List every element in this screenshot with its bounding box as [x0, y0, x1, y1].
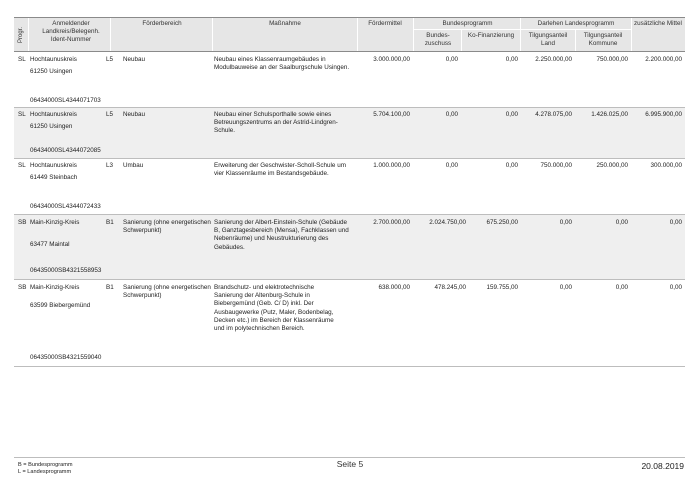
row-foerdermittel: 2.700.000,00: [373, 219, 410, 226]
header-foerdermittel: Fördermittel: [368, 20, 402, 27]
row-tilgung-land: 4.278.075,00: [535, 111, 572, 118]
header-kofinanzierung: Ko-Finanzierung: [467, 32, 515, 39]
row-prog: SL: [18, 111, 26, 118]
legend: [18, 462, 73, 476]
table-row: [14, 280, 685, 367]
row-landkreis: Hochtaunuskreis: [30, 56, 77, 63]
row-tilgung-kommune: 0,00: [615, 284, 628, 291]
row-massnahme: Sanierung der Albert-Einstein-Schule (Gebäude B, Ganztagesbereich (Mensa), Fachklassen und Nebenräume) und Neustrukturierung des Gebäudes.: [214, 219, 349, 251]
row-tilgung-land: 2.250.000,00: [535, 56, 572, 63]
row-ort: 61449 Steinbach: [30, 174, 78, 181]
row-bundeszuschuss: 0,00: [445, 111, 458, 118]
row-ort: 61250 Usingen: [30, 68, 73, 75]
row-bereich: Sanierung (ohne energetischen Schwerpunkt): [123, 219, 211, 235]
row-bundeszuschuss: 478.245,00: [434, 284, 466, 291]
row-ident: 06434000SL4344072085: [30, 147, 101, 154]
header-anmeldender: Anmeldender: [52, 20, 90, 27]
row-ort: 61250 Usingen: [30, 123, 73, 130]
table-row: [14, 108, 685, 159]
row-tilgung-kommune: 0,00: [615, 219, 628, 226]
row-bundeszuschuss: 0,00: [445, 162, 458, 169]
row-massnahme: Neubau eines Klassenraumgebäudes in Modulbauweise an der Saalburgschule Usingen.: [214, 56, 350, 72]
header-foerderbereich: Förderbereich: [142, 20, 182, 27]
header-massnahme: Maßnahme: [269, 20, 301, 27]
header-prog-label: Progr.: [18, 26, 25, 43]
row-prog: SB: [18, 284, 27, 291]
row-kofinanzierung: 675.250,00: [486, 219, 518, 226]
row-foerdermittel: 1.000.000,00: [373, 162, 410, 169]
row-zusaetzliche: 0,00: [669, 219, 682, 226]
legend-bundesprogramm: B = Bundesprogramm: [18, 462, 73, 468]
funding-table: [14, 17, 685, 367]
row-ident: 06435000SB4321558953: [30, 267, 102, 274]
row-landkreis: Hochtaunuskreis: [30, 162, 77, 169]
row-massnahme: Brandschutz- und elektrotechnische Sanierung der Altenburg-Schule in Biebergemünd (Geb. C/ D) inkl. Der Ausbaugewerke (Putz, Maler, Bodenbelag, Decken etc.) im Bereich der Klassenräume und im polytechnischen Bereich.: [214, 284, 334, 333]
row-foerdermittel: 5.704.100,00: [373, 111, 410, 118]
row-ident: 06434000SL4344072433: [30, 203, 101, 210]
row-code: L5: [106, 56, 114, 63]
row-ident: 06435000SB4321559040: [30, 354, 102, 361]
row-prog: SB: [18, 219, 27, 226]
header-bundeszuschuss: Bundes-zuschuss: [424, 32, 452, 47]
table-header: [14, 17, 685, 52]
footer-divider: [14, 457, 685, 458]
row-zusaetzliche: 2.200.000,00: [645, 56, 682, 63]
header-bundesprogramm: Bundesprogramm: [442, 20, 493, 27]
row-tilgung-land: 750.000,00: [540, 162, 572, 169]
row-tilgung-kommune: 250.000,00: [596, 162, 628, 169]
row-landkreis: Main-Kinzig-Kreis: [30, 284, 80, 291]
row-prog: SL: [18, 56, 26, 63]
row-bereich: Neubau: [123, 111, 146, 118]
table-row: [14, 215, 685, 280]
row-prog: SL: [18, 162, 26, 169]
header-prog: [16, 20, 26, 49]
row-foerdermittel: 3.000.000,00: [373, 56, 410, 63]
row-kofinanzierung: 0,00: [505, 162, 518, 169]
row-code: L5: [106, 111, 114, 118]
row-kofinanzierung: 159.755,00: [486, 284, 518, 291]
row-zusaetzliche: 6.995.900,00: [645, 111, 682, 118]
row-ort: 63599 Biebergemünd: [30, 302, 91, 309]
row-bereich: Neubau: [123, 56, 146, 63]
document-date: 20.08.2019: [641, 461, 684, 471]
row-code: L3: [106, 162, 114, 169]
header-zusaetzliche: zusätzliche Mittel: [634, 20, 682, 27]
row-ident: 06434000SL4344071703: [30, 97, 101, 104]
row-kofinanzierung: 0,00: [505, 56, 518, 63]
page-number: Seite 5: [336, 459, 364, 469]
row-bereich: Sanierung (ohne energetischen Schwerpunkt): [123, 284, 211, 300]
header-darlehen: Darlehen Landesprogramm: [537, 20, 615, 27]
row-tilgung-kommune: 1.426.025,00: [591, 111, 628, 118]
row-tilgung-kommune: 750.000,00: [596, 56, 628, 63]
row-zusaetzliche: 0,00: [669, 284, 682, 291]
header-landkreis: Landkreis/Belegenh.: [42, 28, 100, 35]
legend-landesprogramm: L = Landesprogramm: [18, 469, 72, 475]
row-bereich: Umbau: [123, 162, 144, 169]
row-foerdermittel: 638.000,00: [378, 284, 410, 291]
table-row: [14, 159, 685, 215]
row-bundeszuschuss: 0,00: [445, 56, 458, 63]
row-massnahme: Neubau einer Schulsporthalle sowie eines Betreuungszentrums an der Astrid-Lindgren-Schule.: [214, 111, 338, 135]
row-ort: 63477 Maintal: [30, 241, 70, 248]
row-zusaetzliche: 300.000,00: [650, 162, 682, 169]
row-kofinanzierung: 0,00: [505, 111, 518, 118]
row-bundeszuschuss: 2.024.750,00: [429, 219, 466, 226]
table-row: [14, 52, 685, 108]
header-ident: Ident-Nummer: [50, 36, 92, 43]
header-tilgung-land: Tilgungsanteil Land: [528, 32, 568, 47]
row-code: B1: [106, 284, 114, 291]
row-tilgung-land: 0,00: [559, 219, 572, 226]
row-code: B1: [106, 219, 114, 226]
header-tilgung-kommune: Tilgungsanteil Kommune: [583, 32, 623, 47]
row-landkreis: Hochtaunuskreis: [30, 111, 77, 118]
row-landkreis: Main-Kinzig-Kreis: [30, 219, 80, 226]
row-massnahme: Erweiterung der Geschwister-Scholl-Schule um vier Klassenräume im Bestandsgebäude.: [214, 162, 346, 178]
row-tilgung-land: 0,00: [559, 284, 572, 291]
